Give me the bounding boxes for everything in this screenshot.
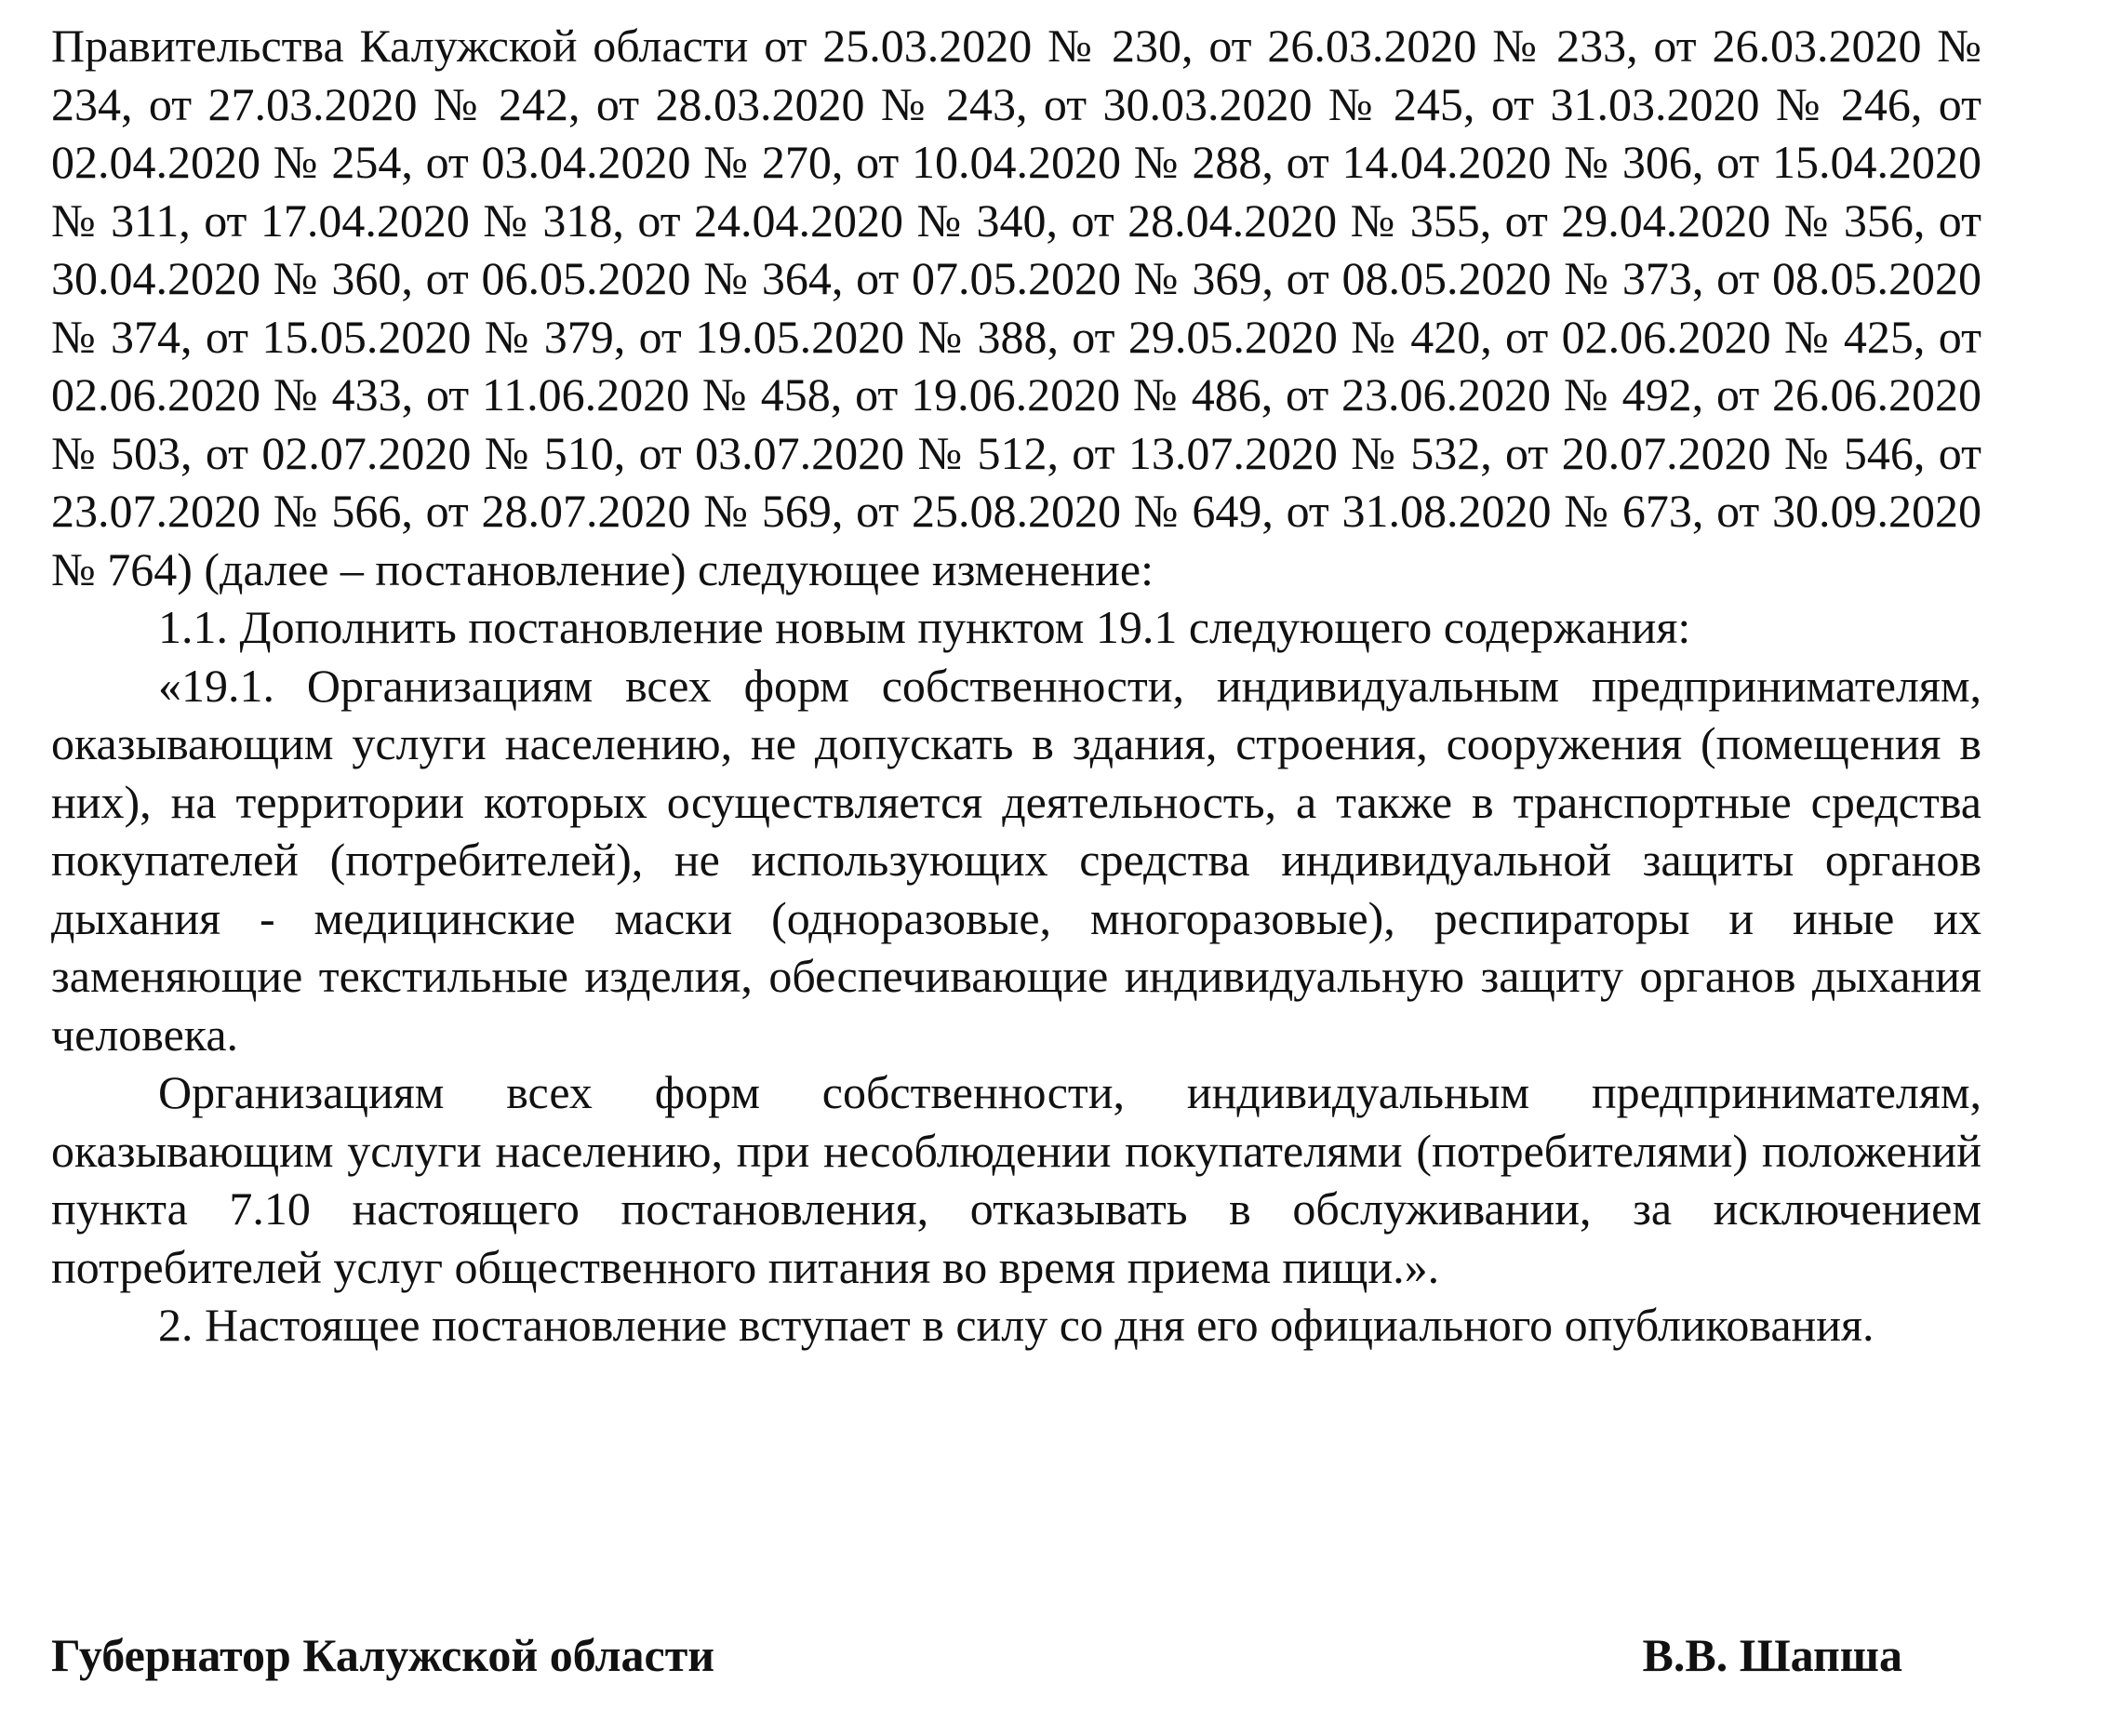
paragraph-item-19-1-continued: Организациям всех форм собственности, индивидуальным предпринимателям, оказывающим услуги населению, при несоблюдении покупателями (потребителями) положений пункта 7.10 настоящего постановления, отказывать в обслуживании, за исключением потребителей услуг общественного питания во время приема пищи.». (51, 1066, 1981, 1293)
document-body (51, 17, 1981, 1355)
paragraph-decree-list: Правительства Калужской области от 25.03.2020 № 230, от 26.03.2020 № 233, от 26.03.2020 № 234, от 27.03.2020 № 242, от 28.03.2020 № 243, от 30.03.2020 № 245, от 31.03.2020 № 246, от 02.04.2020 № 254, от 03.04.2020 № 270, от 10.04.2020 № 288, от 14.04.2020 № 306, от 15.04.2020 № 311, от 17.04.2020 № 318, от 24.04.2020 № 340, от 28.04.2020 № 355, от 29.04.2020 № 356, от 30.04.2020 № 360, от 06.05.2020 № 364, от 07.05.2020 № 369, от 08.05.2020 № 373, от 08.05.2020 № 374, от 15.05.2020 № 379, от 19.05.2020 № 388, от 29.05.2020 № 420, от 02.06.2020 № 425, от 02.06.2020 № 433, от 11.06.2020 № 458, от 19.06.2020 № 486, от 23.06.2020 № 492, от 26.06.2020 № 503, от 02.07.2020 № 510, от 03.07.2020 № 512, от 13.07.2020 № 532, от 20.07.2020 № 546, от 23.07.2020 № 566, от 28.07.2020 № 569, от 25.08.2020 № 649, от 31.08.2020 № 673, от 30.09.2020 № 764) (далее – постановление) следующее изменение: (51, 20, 1981, 595)
paragraph-item-1-1: 1.1. Дополнить постановление новым пунктом 19.1 следующего содержания: (158, 601, 1691, 653)
paragraph-item-19-1: «19.1. Организациям всех форм собственности, индивидуальным предпринимателям, оказывающим услуги населению, не допускать в здания, строения, сооружения (помещения в них), на территории которых осуществляется деятельность, а также в транспортные средства покупателей (потребителей), не использующих средства индивидуальной защиты органов дыхания - медицинские маски (одноразовые, многоразовые), респираторы и иные их заменяющие текстильные изделия, обеспечивающие индивидуальную защиту органов дыхания человека. (51, 659, 1981, 1061)
signatory-name: В.В. Шапша (1642, 1629, 1902, 1681)
paragraph-item-2: 2. Настоящее постановление вступает в силу со дня его официального опубликования. (158, 1299, 1875, 1351)
signature-block (51, 1626, 1902, 1684)
signatory-position: Губернатор Калужской области (51, 1629, 715, 1681)
